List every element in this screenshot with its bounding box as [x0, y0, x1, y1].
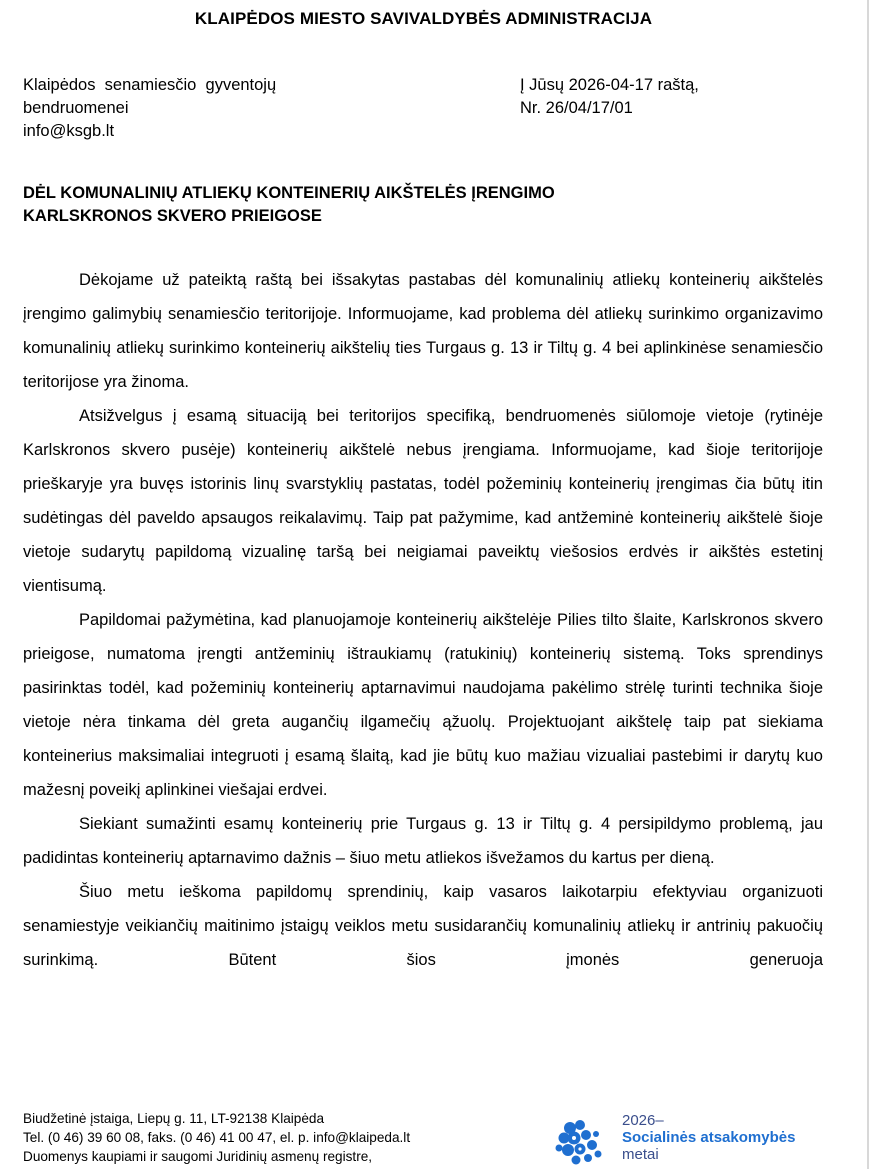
reference-line-2: Nr. 26/04/17/01: [520, 99, 633, 117]
footer-line-2: Tel. (0 46) 39 60 08, faks. (0 46) 41 00 47, el. p. info@klaipeda.lt: [23, 1130, 411, 1145]
subject-heading: [23, 182, 555, 228]
body-paragraph: Papildomai pažymėtina, kad planuojamoje konteinerių aikštelėje Pilies tilto šlaite, Karlskronos skvero prieigose, numatoma įrengti antžeminių ištraukiamų (ratukinių) konteinerių sistemą. Toks sprendinys pasirinktas todėl, kad požeminių konteinerių aptarnavimui naudojama pakėlimo strėlę turinti technika šioje vietoje nėra tinkama dėl greta augančių ilgamečių ąžuolų. Projektuojant aikštelę taip pat siekiama konteinerius maksimaliai integruoti į esamą šlaitą, kad jie būtų kuo mažiau vizualiai pastebimi ir darytų kuo mažesnį poveikį aplinkinei viešajai erdvei.: [23, 611, 823, 799]
subject-line-2: KARLSKRONOS SKVERO PRIEIGOSE: [23, 207, 322, 225]
organization-title: KLAIPĖDOS MIESTO SAVIVALDYBĖS ADMINISTRACIJA: [194, 9, 653, 28]
logo-text: [622, 1112, 795, 1163]
footer-contact: [23, 1109, 410, 1166]
recipient-block: [23, 74, 276, 143]
recipient-line-2: bendruomenei: [23, 99, 129, 117]
recipient-email: info@ksgb.lt: [23, 122, 115, 140]
letter-body: [23, 263, 823, 977]
logo-subtitle: metai: [622, 1146, 659, 1163]
footer-line-3: Duomenys kaupiami ir saugomi Juridinių asmenų registre,: [23, 1149, 373, 1164]
footer-line-1: Biudžetinė įstaiga, Liepų g. 11, LT-92138 Klaipėda: [23, 1111, 325, 1126]
body-paragraph: Dėkojame už pateiktą raštą bei išsakytas pastabas dėl komunalinių atliekų konteinerių aikštelės įrengimo galimybių senamiesčio teritorijoje. Informuojame, kad problema dėl atliekų surinkimo organizavimo komunalinių atliekų surinkimo konteinerių aikštelių ties Turgaus g. 13 ir Tiltų g. 4 bei aplinkinėse senamiesčio teritorijose yra žinoma.: [23, 271, 823, 391]
recipient-line-1: Klaipėdos senamiesčio gyventojų: [23, 76, 277, 94]
csr-year-logo: [552, 1108, 852, 1170]
reference-block: [520, 74, 699, 120]
subject-line-1: DĖL KOMUNALINIŲ ATLIEKŲ KONTEINERIŲ AIKŠTELĖS ĮRENGIMO: [23, 184, 555, 202]
body-paragraph: Šiuo metu ieškoma papildomų sprendinių, kaip vasaros laikotarpiu efektyviau organizuoti senamiestyje veikiančių maitinimo įstaigų veiklos metu susidarančių komunalinių atliekų ir antrinių pakuočių surinkimą. Būtent šios įmonės generuoja: [23, 883, 823, 969]
logo-year: 2026–: [622, 1112, 664, 1129]
body-paragraph: Atsižvelgus į esamą situaciją bei teritorijos specifiką, bendruomenės siūlomoje vietoje (rytinėje Karlskronos skvero pusėje) konteinerių aikštelė nebus įrengiama. Informuojame, kad šioje teritorijoje prieškaryje yra buvęs istorinis linų svarstyklių pastatas, todėl požeminių konteinerių įrengimas čia būtų itin sudėtingas dėl paveldo apsaugos reikalavimų. Taip pat pažymime, kad antžeminė konteinerių aikštelė šioje vietoje sudarytų papildomą vizualinę taršą bei neigiamai paveiktų viešosios erdvės ir aikštės estetinį vientisumą.: [23, 407, 823, 595]
reference-line-1: Į Jūsų 2026-04-17 raštą,: [520, 76, 699, 94]
clover-icon: [552, 1114, 614, 1170]
logo-title: Socialinės atsakomybės: [622, 1129, 796, 1146]
body-paragraph: Siekiant sumažinti esamų konteinerių prie Turgaus g. 13 ir Tiltų g. 4 persipildymo problemą, jau padidintas konteinerių aptarnavimo dažnis – šiuo metu atliekos išvežamos du kartus per dieną.: [23, 815, 823, 867]
